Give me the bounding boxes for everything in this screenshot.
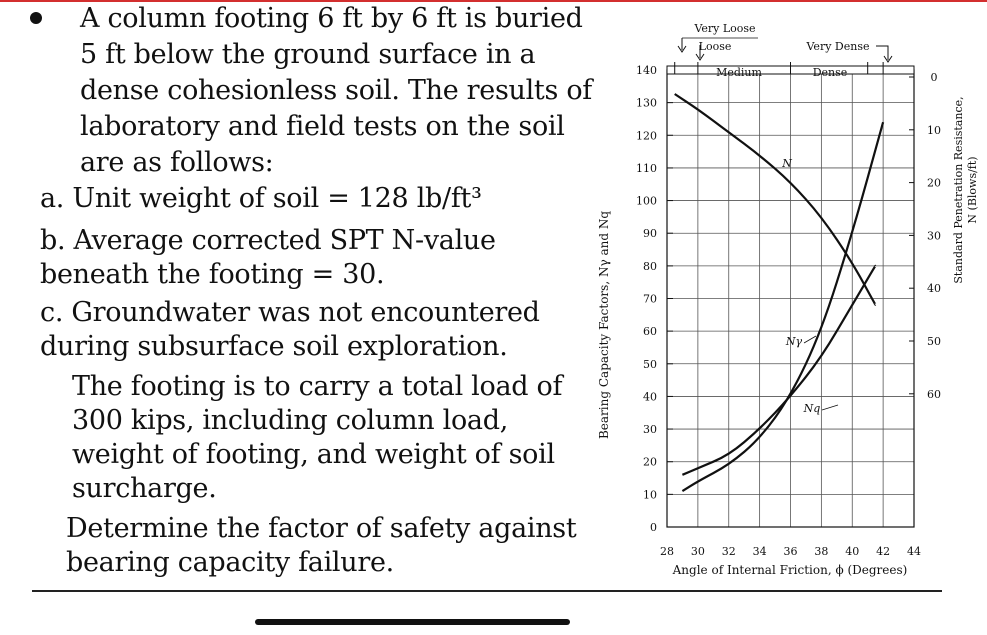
problem-line-4: laboratory and field tests on the soil <box>80 111 565 142</box>
y-tick-label: 80 <box>643 259 657 273</box>
problem-line-1: A column footing 6 ft by 6 ft is buried <box>80 3 583 34</box>
series-n-gamma-line <box>682 122 883 491</box>
problem-line-3: dense cohesionless soil. The results of <box>80 75 592 106</box>
y-tick-label: 140 <box>636 64 657 77</box>
y-tick-label: 60 <box>643 325 657 339</box>
question-line-2: bearing capacity failure. <box>66 547 394 578</box>
y-tick-label: 110 <box>636 161 657 175</box>
x-axis-label: Angle of Internal Friction, ϕ (Degrees) <box>672 563 908 577</box>
n-gamma-leader <box>804 336 816 343</box>
load-line-1: The footing is to carry a total load of <box>72 371 563 402</box>
item-c-line-1: c. Groundwater was not encountered <box>40 297 540 328</box>
series-n-q-label: Nq <box>803 402 821 415</box>
series-n-line <box>675 94 876 305</box>
y-tick-label: 120 <box>636 129 657 143</box>
question-line-1: Determine the factor of safety against <box>66 513 577 544</box>
bearing-capacity-chart <box>590 10 985 585</box>
y2-tick-label: 20 <box>927 176 941 190</box>
series-n-gamma-label: Nγ <box>785 335 803 348</box>
y-tick-label: 100 <box>636 194 657 208</box>
problem-line-2: 5 ft below the ground surface in a <box>80 39 536 70</box>
bottom-divider <box>32 590 942 592</box>
y2-tick-label: 0 <box>930 71 938 84</box>
series-n-label: N <box>782 157 792 170</box>
n-q-leader <box>822 405 838 410</box>
y2-axis-label-2: N (Blows/ft) <box>966 156 979 224</box>
very-loose-arrow <box>678 38 686 52</box>
y-tick-label: 70 <box>643 292 657 306</box>
y2-tick-label: 30 <box>927 229 941 243</box>
series-n-q-line <box>682 266 875 475</box>
density-very-dense: Very Dense <box>806 40 870 53</box>
item-c-line-2: during subsurface soil exploration. <box>40 331 508 362</box>
y-tick-label: 0 <box>650 521 657 534</box>
density-very-loose: Very Loose <box>694 22 756 35</box>
x-tick-label: 32 <box>721 545 736 558</box>
x-tick-label: 36 <box>783 545 798 558</box>
x-tick-label: 28 <box>660 545 674 558</box>
home-indicator <box>255 619 570 625</box>
density-loose: Loose <box>698 40 732 53</box>
problem-line-5: are as follows: <box>80 147 274 178</box>
y-tick-label: 20 <box>643 455 657 469</box>
y-tick-label: 90 <box>643 227 657 241</box>
y-axis-label: Bearing Capacity Factors, Nγ and Nq <box>597 210 611 440</box>
item-b-line-2: beneath the footing = 30. <box>40 259 385 290</box>
x-tick-label: 30 <box>690 545 705 558</box>
density-medium: Medium <box>716 66 762 79</box>
item-a: a. Unit weight of soil = 128 lb/ft³ <box>40 183 482 214</box>
x-tick-label: 40 <box>845 545 860 558</box>
y2-tick-label: 60 <box>927 387 941 401</box>
item-b-line-1: b. Average corrected SPT N-value <box>40 225 496 256</box>
y-tick-label: 40 <box>643 390 657 404</box>
y2-axis-label-1: Standard Penetration Resistance, <box>952 96 965 284</box>
bullet-dot <box>30 12 42 24</box>
y-tick-label: 30 <box>643 423 657 437</box>
y-tick-label: 130 <box>636 96 657 110</box>
y-tick-label: 50 <box>643 357 657 371</box>
x-tick-label: 38 <box>814 545 829 558</box>
density-dense: Dense <box>812 66 848 79</box>
very-dense-arrow <box>876 46 892 62</box>
load-line-3: weight of footing, and weight of soil <box>72 439 555 470</box>
x-tick-label: 34 <box>752 545 767 558</box>
x-tick-label: 44 <box>907 545 921 558</box>
load-line-4: surcharge. <box>72 473 217 504</box>
load-line-2: 300 kips, including column load, <box>72 405 508 436</box>
y-tick-label: 10 <box>643 488 657 502</box>
y2-tick-label: 50 <box>927 335 941 348</box>
x-tick-label: 42 <box>876 545 891 558</box>
y2-tick-label: 10 <box>927 123 941 137</box>
y2-tick-label: 40 <box>927 282 941 296</box>
